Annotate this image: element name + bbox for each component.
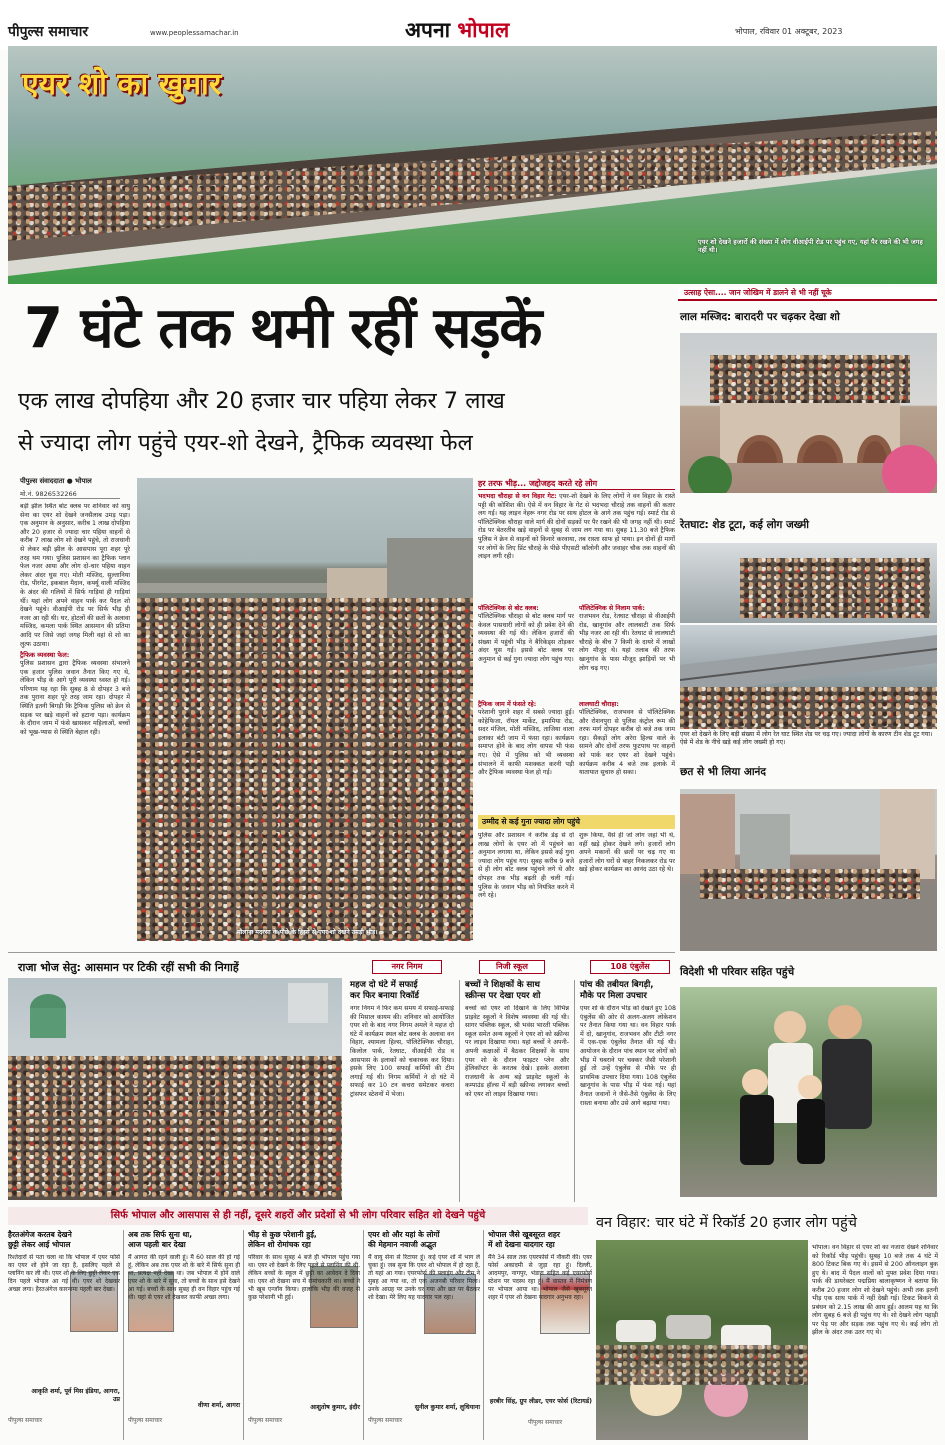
raja-crowd [8,1056,342,1200]
dateline: भोपाल, रविवार 01 अक्टूबर, 2023 [735,27,843,36]
lal-masjid-photo [680,333,937,493]
tag-private-school: निजी स्कूल [479,960,545,974]
story1-head-2: कर फिर बनाया रिकॉर्ड [350,991,419,1001]
mid-kicker: हर तरफ भीड़... जद्दोजहद करते रहे लोग [478,478,675,490]
vox-4-h1: एयर शो और यहां के लोगों [368,1230,440,1239]
lead-deck-2: से ज्यादा लोग पहुंचे एयर-शो देखने, ट्रैफिक व्यवस्था फेल [18,430,473,456]
story2-body: बच्चों को एयर शो दिखाने के लिए विभिन्न प्राइवेट स्कूलों ने विशेष व्यवस्था की गई थी। सागर पब्लिक स्कूल, श्री भवंस भारती पब्लिक स्कूल समेत अन्य स्कूलों ने एयर शो को स्क्रीन्स पर लाइव दिखाया गया। यहां बच्चों ने अपनी-अपनी कक्षाओं में बैठकर शिक्षकों के साथ एयर शो के दौरान फाइटर प्लेन और हेलिकॉप्टर के करतब देखे। इसके अलावा राजधानी के अन्य बड़े प्राइवेट स्कूलों के कम्पाउंड हॉल्स में बड़ी स्क्रीन्स लगाकर बच्चों को एयर शो लाइव दिखाया गया। [465,1005,569,1098]
lead-mobile: मो.नं. 9826532266 [20,489,120,499]
vox-1 [8,1230,120,1440]
top-photo-caption: एयर शो देखने हजारों की संख्या में लोग वीआईपी रोड पर पहुंच गए, यहां पैर रखने की भी जगह नहीं थी। [698,238,923,254]
mid-para-1 [478,492,675,600]
vox-5-credit: पीपुल्स समाचार [528,1419,563,1426]
paper-logo: पीपुल्स समाचार [8,24,89,40]
section-title [405,16,509,44]
vox-3-head [248,1230,360,1250]
top-photo-title: एयर शो का खुमार [22,67,222,102]
divider-v-2 [574,980,575,1202]
story2-head [465,980,569,1002]
side-kicker: उत्साह ऐसा.... जान जोखिम में डालने से भी नहीं चूके [678,287,937,301]
vox-4-credit: पीपुल्स समाचार [368,1417,403,1424]
mid-para-2 [478,604,574,696]
roof-photo [680,789,937,951]
vox-5-name: हरबीर सिंह, ग्रुप लीडर, एयर फोर्स (रिटायर्ड) [489,1398,592,1405]
lead-body-text: बड़ी झील स्थित बोट क्लब पर शनिवार को वायु सेना का एयर शो देखने जनसैलाब उमड़ पड़ा। एक अनुमान के अनुसार, करीब 1 लाख दोपहिया और 20 हजार से ज्यादा चार पहिया वाहनों से करीब 7 लाख लोग शो देखने पहुंचे, तो राजधानी से लेकर बड़ी झील के आसपास पूरा शहर पूरे तरह थम गया। पुलिस प्रशासन का ट्रैफिक प्लान फेल नजर आया और लोग दो-चार पहिया वाहन लेकर अंदर घुस गए। मोती मस्जिद, सुल्तानिया रोड, पीरगेट, इकबाल मैदान, कर्फ्यू वाली मस्जिद के अंदर की गलियों में सिर्फ गाड़ियां ही गाड़ियां थीं। यहां लोग अपने वाहन पार्क कर पैदल शो देखने पहुंचे। वीआईपी रोड पर सिर्फ भीड़ ही नजर आ रही थी। घर, होटलों की छतों के अलावा मस्जिद, कमला पार्क स्थित आसमान की प्रतिमा आदि पर जिसे जहां जगह मिली वहां से शो का लुत्फ उठाया। [20,503,130,648]
side-head-foreigners: विदेशी भी परिवार सहित पहुंचे [680,966,795,978]
vox-5 [488,1230,592,1440]
story3-head-1: पांच की तबीयत बिगड़ी, [580,980,654,990]
mid-sub-3: ट्रैफिक जाम में फंसते रहे: [478,701,537,708]
tag-nagar-nigam: नगर निगम [372,960,442,974]
story2-head-1: बच्चों ने शिक्षकों के साथ [465,980,540,990]
mid-para-4 [579,604,675,696]
divider-horizontal-1 [8,952,675,953]
lead-photo-crowd [137,598,473,941]
vox-1-h1: हैरतअंगेज करतब देखने [8,1230,72,1239]
mid-para-5 [579,700,675,810]
mid-para-7: शुरू किया, वैसे ही जो लोग जहां भी थे, वहीं खड़े होकर देखने लगे। हजारों लोग अपने मकानों की छतों पर चढ़ गए या हजारों लोग घरों से बाहर निकलकर रोड पर खड़े होकर कार्यक्रम का आनंद उठा रहे थे। [579,832,675,874]
roof-crowd [700,869,920,899]
vox-3 [248,1230,360,1440]
masthead [0,0,945,50]
story3-head-2: मौके पर मिला उपचार [580,991,647,1001]
lead-body-col1 [20,503,130,958]
van-headline: वन विहार: चार घंटे में रिकॉर्ड 20 हजार लोग पहुंचे [596,1215,857,1231]
vox-2-credit: पीपुल्स समाचार [128,1417,163,1424]
lead-photo [137,478,473,941]
lead-body-sub: ट्रैफिक व्यवस्था फेल: [20,651,70,660]
vox-4-name: सुनील कुमार शर्मा, लुधियाना [414,1404,480,1411]
van-photo [596,1240,808,1440]
lal-masjid-crowd [710,355,910,403]
side-head-lal-masjid: लाल मस्जिद: बारादरी पर चढ़कर देखा शो [680,311,840,323]
story1-head [350,980,454,1002]
vox-divider-1 [123,1230,124,1440]
vox-divider-3 [363,1230,364,1440]
raja-photo [8,978,342,1200]
mid-sub-1: भदभदा चौराहा से वन विहार गेट: [478,493,557,500]
van-crowd [596,1345,808,1385]
vox-2-head [128,1230,240,1250]
vox-5-h1: भोपाल जैसे खूबसूरत शहर [488,1230,560,1239]
mid-kicker-2: उम्मीद से कई गुना ज्यादा लोग पहुंचे [478,815,675,829]
side-head-roof: छत से भी लिया आनंद [680,766,766,778]
vox-3-credit: पीपुल्स समाचार [248,1417,283,1424]
retghat-photo-top [680,543,937,623]
mid-sub-4: पॉलिटेक्निक से निलाम पार्क: [579,605,645,612]
vox-4 [368,1230,480,1440]
lead-photo-caption: मौलाना मदरसा के पीछे के हिस्से से एयर शो देखने उमड़ी भीड़। [237,929,378,936]
vox-2 [128,1230,240,1440]
van-body: भोपाल। वन विहार से एयर शो का नजारा देखने शनिवार को रिकॉर्ड भीड़ पहुंची। सुबह 10 बजे तक 4 घंटे में 800 टिकट बिक गए थे। इसमें से 200 ऑनलाइन बुक हुए थे। बाद में पैदल वालों को मुफ्त प्रवेश दिया गया। पार्क की डायरेक्टर पद्मप्रिया बालाकृष्णन ने बताया कि करीब 20 हजार लोग शो देखने पहुंचे। अभी तक इतनी भीड़ एक साथ पार्क में नहीं देखी गई। टिकट बिकने से प्रबंधन को 2.15 लाख की आय हुई। आलम यह था कि लोग सुबह 6 बजे ही पहुंच गए थे। शो देखने लोग पहाड़ी पर पेड़ पर और सड़क तक पहुंच गए थे। कई लोग तो झील के अंदर तक उतर गए थे। [812,1244,938,1336]
vox-divider-2 [243,1230,244,1440]
mid-para-3 [478,700,574,810]
mid-text-4: राजभवन रोड, रेतघाट चौराहा से वीआईपी रोड, खानूगांव और लालबाटी तक सिर्फ भीड़ नजर आ रही थी। रेतघाट से लालघाटी चौराहे के बीच 7 किमी के दायरे में लाखों लोग मौजूद थे। यहां तलाब की तरफ खानूगांव के पास मौजूद झाड़ियों पर भी लोग चढ़ गए। [579,613,675,672]
vox-divider-4 [483,1230,484,1440]
vox-3-h1: भीड़ से कुछ परेशानी हुई, [248,1230,317,1239]
lead-deck-1: एक लाख दोपहिया और 20 हजार चार पहिया लेकर 7 लाख [18,388,505,414]
story1-body: नगर निगम ने फिर कम समय में सफाई-सफाई की मिसाल कायम की। शनिवार को आयोजित एयर शो के बाद नगर निगम अमले ने महज दो घंटे में कार्यक्रम स्थल बोट क्लब के अलावा वन विहार, श्यामला हिल्स, पॉलिटेक्निक चौराहा, किलोल पार्क, रेतघाट, वीआईपी रोड व आसपास के इलाकों को चकाचक कर दिया। इसके लिए 100 सफाई कर्मियों की टीम लगाई गई थी। निगम कर्मियों ने दो घंटे में सफाई कर 10 टन कचरा समेटकर कचरा ट्रांसफर स्टेशनों में भेजा। [350,1005,454,1098]
mid-sub-2: पॉलिटेक्निक से बोट क्लब: [478,605,539,612]
vox-3-text: परिवार के साथ सुबह 4 बजे ही भोपाल पहुंच गया था। एयर शो देखने के लिए पहले से प्लानिंग की थी, लेकिन बच्चों के स्कूल में छुट्टी का आवेदन दे दिया था। एयर शो देखना सच में रोमांचकारी था। बच्चों ने भी खूब एन्जॉय किया। हालांकि भीड़ की वजह से कुछ परेशानी भी हुई। [248,1254,360,1301]
mid-text-2: पॉलिटेक्निक चौराहा से बोट क्लब मार्ग पर केवल पासधारी लोगों को ही प्रवेश देने की व्यवस्था की गई थी। लेकिन हजारों की संख्या में पहुंची भीड़ ने बैरिकेड्स तोड़कर अंदर घुस गई। इससे बोट क्लब पर अनुमान से कई गुना ज्यादा लोग पहुंच गए। [478,613,574,663]
lead-byline: पीपुल्स संवाददाता ● भोपाल [20,477,92,485]
foreigners-photo [680,987,937,1197]
red-bar: सिर्फ भोपाल और आसपास से ही नहीं, दूसरे शहरों और प्रदेशों से भी लोग परिवार सहित शो देखने पहुंचे [8,1207,588,1225]
vox-3-name: आशुतोष कुमार, इंदौर [310,1404,360,1411]
family-illustration [680,987,937,1197]
vox-2-h1: अब तक सिर्फ सुना था, [128,1230,193,1239]
vox-4-h2: की मेहमान नवाजी अद्भुत [368,1240,437,1249]
vox-5-h2: में शो देखना यादगार रहा [488,1240,555,1249]
side-head-retghat: रेतघाट: शेड टूटा, कई लोग जख्मी [680,519,810,531]
top-photo [8,46,937,284]
mid-text-1: एयर-शो देखने के लिए लोगों ने वन विहार के रास्ते पट्टी की कोशिश की। ऐसे में वन विहार के गेट से भदभदा चौराहे तक वाहनों की कतार लग गई। यह लाइन नेहरू नगर रोड पर साथ होटल के आगे तक पहुंच गई। स्मार्ट रोड से पॉलिटेक्निक चौराहा वाले मार्ग की दोनों सड़कों पर पैर रखने की भी जगह नहीं थी। स्मार्ट रोड पर बेतरतीब खड़े वाहनों से सुबह से जाम लग गया था। सुबह 11.30 बजे ट्रैफिक पुलिस ने क्रेन से वाहनों को किनारे करवाया, तब रास्ता साफ हो पाया। इन दोनों ही मार्गों पर लोगों के लिए प्रिंट चौराहे के पीछे पीएसटी कॉलोनी और जवाहर चौक तक वाहनों की लाइन लगी रही। [478,493,675,561]
vox-4-text: मैं वायु सेना से रिटायर हूं। कई एयर शो में भाग ले चुका हूं। जब सुना कि एयर शो भोपाल में हो रहा है, तो यहां आ गया। एयरफोर्स की फ्लाइंग और टीम ने सुबह आ गया था, तो एक अजनबी परिवार मिला। उनके आग्रह पर उनके घर गया और छत पर बैठकर शो देखा। मेरे लिए यह यादगार पल रहा। [368,1254,480,1301]
retghat-caption: एयर शो देखने के लिए बड़ी संख्या में लोग रेत घाट स्थित शेड पर चढ़ गए। ज्यादा लोगों के कारण टीन शेड टूट गया। ऐसे में शेड के नीचे खड़े कई लोग जख्मी हो गए। [680,731,933,746]
vox-2-h2: आज पहली बार देखा [128,1240,186,1249]
mid-text-3: परेशानी पुराने शहर में सबसे ज्यादा हुई। कोहेफिजा, रॉयल मार्केट, इमामिया रोड, सदर मंजिल, मोती मस्जिद, ताजिया वाला इलाका बंटी जाम में फंसा रहा। कार्यक्रम समाप्त होने के बाद लोग वापस भी फंस गए। ऐसे में पुलिस को भी व्यवस्था संभालने में काफी मशक्कत करनी पड़ी और ट्रैफिक व्यवस्था फेल हो गई। [478,709,574,777]
vox-2-name: वीणा शर्मा, आगरा [198,1402,240,1409]
mid-para-6: पुलिस और प्रशासन ने करीब डेढ़ से दो लाख लोगों के एयर शो में पहुंचने का अनुमान लगाया था, लेकिन इससे कई गुना ज्यादा लोग पहुंच गए। सुबह करीब 9 बजे से ही लोग बोट क्लब पहुंचने लगे थे और दोपहर तक भीड़ बढ़ती ही चली गई। पुलिस के जवान भीड़ को नियंत्रित करने में लगे रहे। [478,832,574,900]
story3-body: एयर शो के दौरान भीड़ को देखते हुए 108 एंबुलेंस की ओर से अलग-अलग लोकेशन पर तैनात किया गया था। वन विहार पार्क में दो, खानूगांव, राजभवन और टीटी नगर में एक-एक एंबुलेंस तैनात की गई थी। आयोजन के दौरान पांच स्थान पर लोगों को भीड़ में घबराने पर चक्कर जैसी परेशानी हुई तो उन्हें एंबुलेंस से मौके पर ही प्राथमिक उपचार दिया गया। 108 एंबुलेंस खानूगांव के पास भीड़ में फंस गई। यहां तैनात जवानों ने जैसे-तैसे एंबुलेंस के लिए रास्ता बनाया और उसे आगे बढ़ाया गया। [580,1005,676,1107]
vox-5-text: मैंने 34 साल तक एयरफोर्स में नौकरी की। एयर फोर्स अकादमी से जुड़ा रहा हूं। दिल्ली, आदमपुर, नागपुर, भंडारा सहित कई एयरफोर्स स्टेशन पर पदस्थ रहा हूं। मैं वास्तव में निमंत्रण पर भोपाल आया था। भोपाल जैसे खूबसूरत शहर में एयर शो देखना यादगार अनुभव रहा। [488,1254,592,1301]
divider-v-1 [459,980,460,1202]
section-title-b: भोपाल [457,18,510,42]
retghat-crowd-1 [740,558,930,618]
story2-head-2: स्क्रीन्स पर देखा एयर शो [465,991,541,1001]
vox-1-h2: छुट्टी लेकर आई भोपाल [8,1240,71,1249]
vox-1-credit: पीपुल्स समाचार [8,1417,43,1424]
tag-ambulance: 108 एंबुलेंस [590,960,670,974]
vox-5-head [488,1230,592,1250]
story3-head [580,980,676,1002]
website-text: www.peoplessamachar.in [150,29,239,37]
lead-body-text-2: पुलिस प्रशासन द्वारा ट्रैफिक व्यवस्था संभालने एक हजार पुलिस जवान तैनात किए गए थे, लेकिन भीड़ के आगे पूरी व्यवस्था ध्वस्त हो गई। परिणाम यह रहा कि सुबह 8 से दोपहर 3 बजे तक पुराना शहर पूरे तरह जाम रहा। दोपहर में स्थिति इतनी बिगड़ी कि ट्रैफिक पुलिस को क्रेन से सड़क पर खड़े वाहनों को हटाना पड़ा। कार्यक्रम के दौरान जाम में फंसे खासकर महिलाओं, बच्चों को भूख-प्यास से स्थिति बेहाल रही। [20,660,130,736]
lead-headline: 7 घंटे तक थमी रहीं सड़कें [24,296,542,361]
traffic-illustration [596,1240,808,1440]
retghat-crowd-2 [680,687,937,729]
mid-sub-5: लालघाटी चौराहा: [579,701,619,708]
vox-1-name: आकृति शर्मा, पूर्व मिस इंडिया, आगरा, उप्र [31,1388,120,1403]
retghat-photo-bottom [680,625,937,729]
section-title-a: अपना [405,18,451,42]
story1-head-1: महज दो घंटे में सफाई [350,980,418,990]
raja-headline: राजा भोज सेतु: आसमान पर टिकी रहीं सभी की निगाहें [18,961,239,974]
vox-4-head [368,1230,480,1250]
vox-3-h2: लेकिन शो रोमांचक रहा [248,1240,311,1249]
vox-1-head [8,1230,120,1250]
vox-1-text: रिश्तेदारों से पता चला था कि भोपाल में एयर फोर्स का एयर शो होने जा रहा है, इसलिए पहले से प्लानिंग कर ली थी। एयर शो के लिए छुट्टी लेकर एक दिन पहले भोपाल आ गई थी। एयर शो देखकर अच्छा लगा। हैरतअंगेज कारनामा पहली बार देखा। [8,1254,120,1293]
mid-text-5: पॉलिटेक्निक, राजभवन से पॉलिटेक्निक और रोशनपुरा से पुलिस कंट्रोल रूम की तरफ मार्ग दोपहर करीब दो बजे तक जाम रहा। सैकड़ों लोग अरेरा हिल्स वाले के सामने और दोनों तरफ फुटपाथ पर वाहनों को पार्क कर एयर शो देखने पहुंचे। कार्यक्रम करीब 4 बजे तक इलाके में यातायात सुचारु हो सका। [579,709,675,777]
vox-2-text: मैं आगरा की रहने वाली हूं। मैं 60 साल की हो गई हूं, लेकिन अब तक एयर शो के बारे में सिर्फ सुना ही था, प्रत्यक्ष नहीं देखा था। जब भोपाल में होने वाले एयर शो के बारे में सुना, तो बच्चों के साथ इसे देखने आ गई। बच्चों के साथ सुबह ही वन विहार पहुंच गई थी। यहां से एयर शो देखकर काफी अच्छा लगा। [128,1254,240,1301]
